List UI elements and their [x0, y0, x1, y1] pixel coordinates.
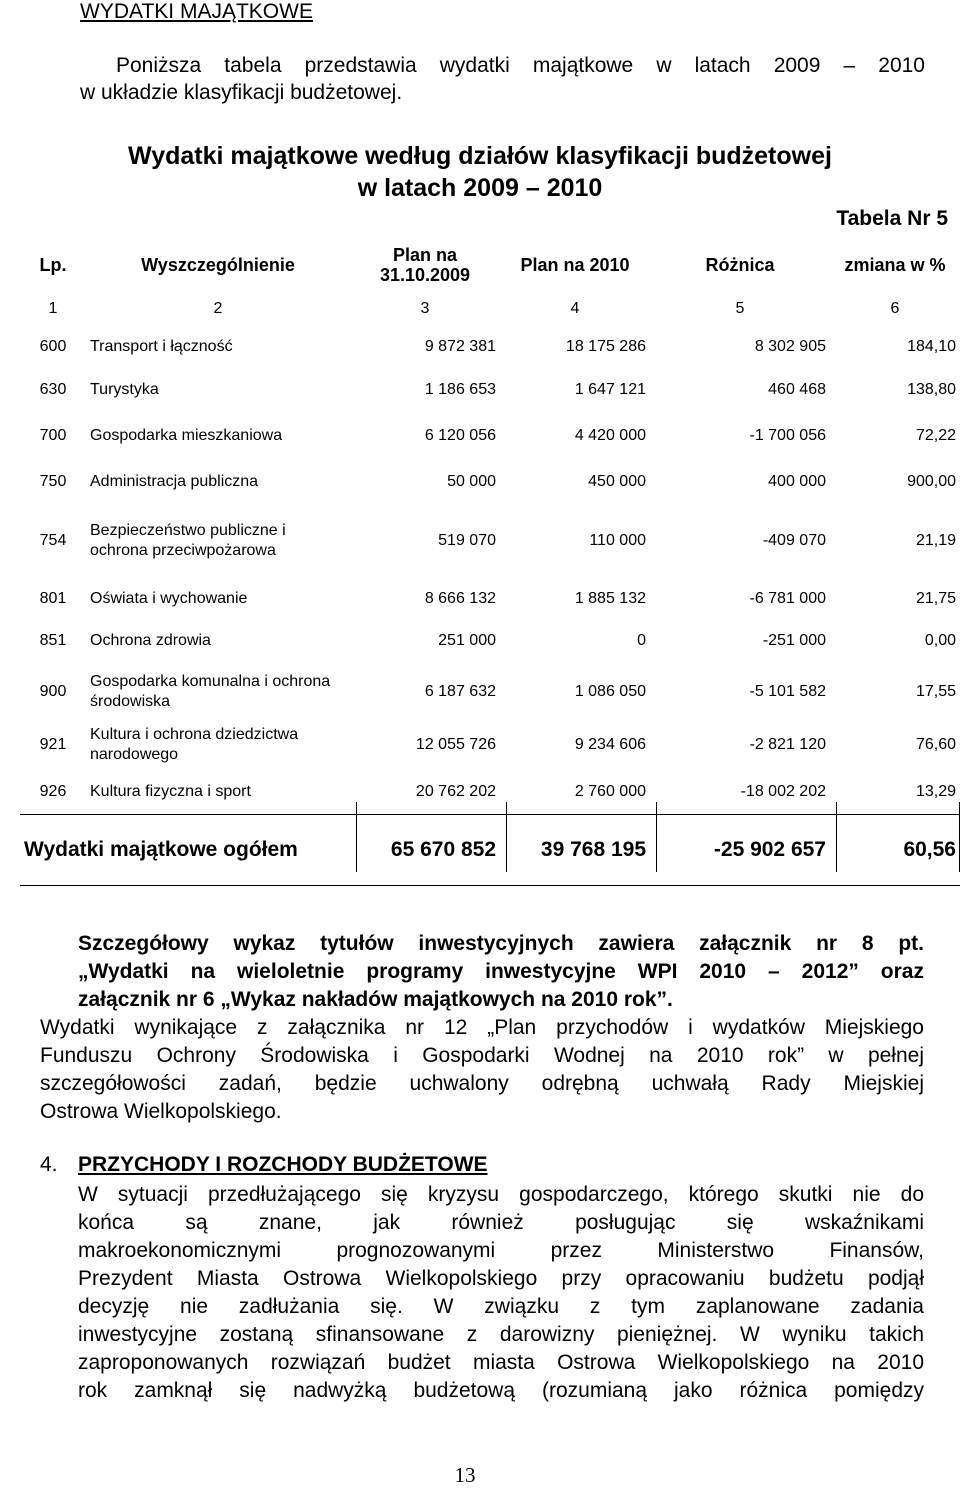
column-number: 1 [48, 300, 58, 317]
text-line: „Wydatki na wieloletnie programy inwestycyjne WPI 2010 – 2012” oraz [78, 960, 924, 983]
cell-plan-2009: 519 070 [438, 532, 496, 549]
table-total-row [20, 814, 960, 885]
cell-name: Turystyka [90, 381, 159, 398]
text-line: załącznik nr 6 „Wykaz nakładów majątkowych na 2010 rok”. [78, 988, 673, 1011]
table-divider [506, 802, 507, 872]
table-row [20, 580, 960, 618]
cell-plan-2009: 9 872 381 [424, 338, 496, 355]
table-row [20, 664, 960, 720]
total-difference: -25 902 657 [650, 814, 830, 885]
cell-change-percent: 13,29 [915, 782, 956, 800]
cell-change-percent: 21,19 [915, 532, 956, 549]
cell-plan-2010: 0 [637, 632, 646, 649]
cell-plan-2010: 110 000 [589, 532, 646, 549]
cell-change-percent: 0,00 [924, 632, 956, 649]
text-line: Ostrowa Wielkopolskiego. [40, 1100, 282, 1123]
cell-change-percent: 900,00 [907, 473, 956, 490]
cell-name: Bezpieczeństwo publiczne i ochrona przeciwpożarowa [90, 522, 286, 559]
total-plan-2010: 39 768 195 [500, 814, 650, 885]
table-row [20, 410, 960, 462]
table-divider [656, 802, 657, 872]
section-number: 4. [40, 1153, 58, 1176]
cell-plan-2010: 1 086 050 [574, 683, 646, 700]
section-heading: WYDATKI MAJĄTKOWE [80, 0, 313, 23]
table-row [20, 618, 960, 664]
environment-fund-paragraph [40, 1014, 924, 1126]
cell-plan-2009: 6 187 632 [424, 683, 496, 700]
cell-plan-2010: 4 420 000 [574, 427, 646, 444]
cell-change-percent: 72,22 [915, 427, 956, 444]
intro-paragraph [80, 52, 925, 106]
col-header-plan-2010: Plan na 2010 [520, 255, 630, 275]
text-line: końca są znane, jak również posługując się wskaźnikami [78, 1211, 924, 1234]
table-header-row [20, 236, 960, 294]
total-plan-2009: 65 670 852 [350, 814, 500, 885]
cell-name: Gospodarka komunalna i ochrona środowiska [90, 673, 331, 710]
cell-difference: -2 821 120 [749, 736, 826, 753]
cell-name: Kultura i ochrona dziedzictwa narodowego [90, 726, 299, 763]
cell-plan-2009: 6 120 056 [424, 427, 496, 444]
column-number: 2 [213, 300, 223, 317]
cell-change-percent: 184,10 [907, 338, 956, 355]
intro-line: Poniższa tabela przedstawia wydatki majątkowe w latach 2009 – 2010 [116, 54, 925, 77]
text-line: Szczegółowy wykaz tytułów inwestycyjnych zawiera załącznik nr 8 pt. [78, 932, 924, 955]
cell-plan-2010: 1 885 132 [574, 590, 646, 607]
section-title: PRZYCHODY I ROZCHODY BUDŻETOWE [78, 1153, 488, 1176]
cell-change-percent: 21,75 [915, 590, 956, 607]
table-title-line: Wydatki majątkowe według działów klasyfikacji budżetowej [128, 142, 832, 170]
text-line: W sytuacji przedłużającego się kryzysu gospodarczego, którego skutki nie do [78, 1183, 924, 1206]
cell-plan-2010: 2 760 000 [574, 782, 646, 800]
column-number: 5 [735, 300, 745, 317]
cell-plan-2009: 12 055 726 [415, 736, 496, 753]
text-line: Wydatki wynikające z załącznika nr 12 „Plan przychodów i wydatków Miejskiego [40, 1016, 924, 1039]
cell-name: Transport i łączność [90, 338, 233, 355]
total-label: Wydatki majątkowe ogółem [20, 814, 350, 885]
table-title [0, 140, 960, 204]
cell-plan-2010: 18 175 286 [565, 338, 646, 355]
text-line: decyzję nie zadłużania się. W związku z tym zaplanowane zadania [78, 1295, 924, 1318]
col-header-lp: Lp. [39, 255, 67, 275]
cell-lp: 630 [39, 381, 67, 398]
col-header-plan-2009: Plan na 31.10.2009 [379, 245, 471, 285]
cell-difference: -18 002 202 [740, 782, 826, 800]
text-line: szczegółowości zadań, będzie uchwalony odrębną uchwałą Rady Miejskiej [40, 1072, 924, 1095]
column-number-row [20, 294, 960, 324]
cell-change-percent: 138,80 [907, 381, 956, 398]
table-divider [836, 802, 837, 872]
table-title-line: w latach 2009 – 2010 [357, 174, 603, 202]
cell-plan-2009: 1 186 653 [424, 381, 496, 398]
attachments-note [78, 930, 924, 1014]
cell-lp: 750 [39, 473, 67, 490]
intro-line: w układzie klasyfikacji budżetowej. [80, 81, 403, 104]
cell-lp: 926 [39, 782, 67, 800]
text-line: makroekonomicznymi prognozowanymi przez Ministerstwo Finansów, [78, 1239, 924, 1262]
cell-lp: 700 [39, 427, 67, 444]
cell-lp: 754 [39, 532, 67, 549]
cell-lp: 801 [39, 590, 67, 607]
cell-plan-2009: 8 666 132 [424, 590, 496, 607]
cell-difference: -251 000 [762, 632, 826, 649]
cell-lp: 851 [39, 632, 67, 649]
col-header-change-percent: zmiana w % [844, 255, 946, 275]
cell-plan-2009: 50 000 [447, 473, 496, 490]
cell-name: Oświata i wychowanie [90, 590, 248, 607]
table-divider [356, 802, 357, 872]
cell-difference: 400 000 [768, 473, 826, 490]
cell-change-percent: 17,55 [915, 683, 956, 700]
total-change-percent: 60,56 [830, 814, 960, 885]
cell-difference: -6 781 000 [749, 590, 826, 607]
section-4-body [78, 1181, 924, 1405]
cell-name: Ochrona zdrowia [90, 632, 211, 649]
table-row [20, 720, 960, 770]
table-number-label: Tabela Nr 5 [836, 207, 948, 230]
table-row [20, 324, 960, 370]
cell-difference: 8 302 905 [754, 338, 826, 355]
cell-name: Administracja publiczna [90, 473, 259, 490]
cell-lp: 921 [39, 736, 67, 753]
section-4-heading [40, 1153, 488, 1177]
cell-change-percent: 76,60 [915, 736, 956, 753]
column-number: 4 [570, 300, 580, 317]
cell-plan-2009: 20 762 202 [415, 782, 496, 800]
cell-lp: 900 [39, 683, 67, 700]
cell-plan-2010: 1 647 121 [574, 381, 646, 398]
cell-plan-2009: 251 000 [438, 632, 496, 649]
table-row [20, 502, 960, 580]
cell-name: Gospodarka mieszkaniowa [90, 427, 283, 444]
column-number: 3 [420, 300, 430, 317]
column-number: 6 [890, 300, 900, 317]
table-row [20, 370, 960, 410]
cell-difference: -5 101 582 [749, 683, 826, 700]
cell-plan-2010: 9 234 606 [574, 736, 646, 753]
table-row [20, 770, 960, 814]
cell-name: Kultura fizyczna i sport [90, 782, 251, 800]
cell-difference: 460 468 [768, 381, 826, 398]
cell-difference: -409 070 [762, 532, 826, 549]
table-row [20, 462, 960, 502]
col-header-name: Wyszczególnienie [141, 255, 295, 275]
cell-difference: -1 700 056 [749, 427, 826, 444]
text-line: Funduszu Ochrony Środowiska i Gospodarki Wodnej na 2010 rok” w pełnej [40, 1044, 924, 1067]
text-line: Prezydent Miasta Ostrowa Wielkopolskiego przy opracowaniu budżetu podjął [78, 1267, 924, 1290]
page-number: 13 [454, 1463, 476, 1487]
col-header-difference: Różnica [705, 255, 775, 275]
capital-expenditure-table [20, 236, 960, 886]
cell-lp: 600 [39, 338, 67, 355]
cell-plan-2010: 450 000 [588, 473, 646, 490]
text-line: zaproponowanych rozwiązań budżet miasta Ostrowa Wielkopolskiego na 2010 [78, 1351, 924, 1374]
text-line: rok zamknął się nadwyżką budżetową (rozumianą jako różnica pomiędzy [78, 1379, 924, 1402]
text-line: inwestycyjne zostaną sfinansowane z darowizny pieniężnej. W wyniku takich [78, 1323, 924, 1346]
